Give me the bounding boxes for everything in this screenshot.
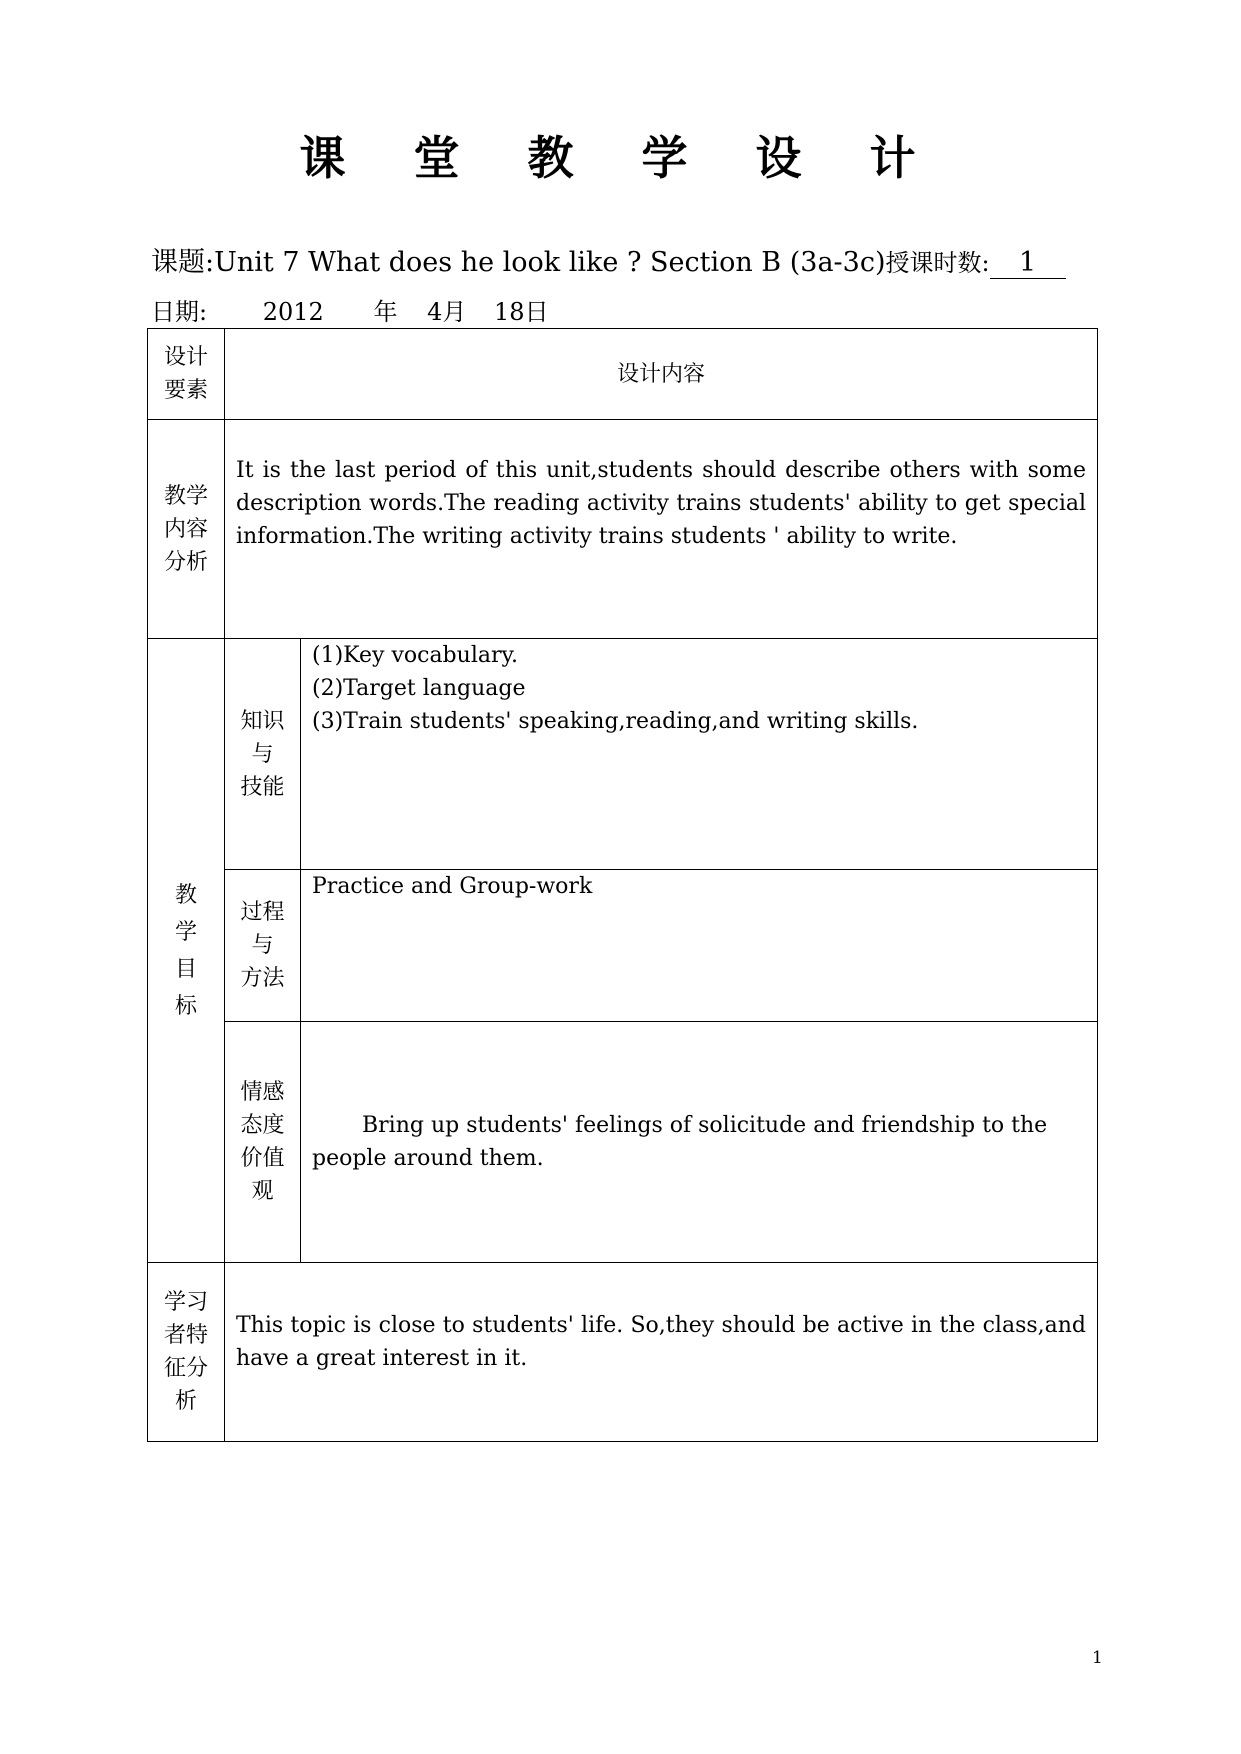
topic-label: 课题: <box>151 247 215 278</box>
learner-analysis-text: This topic is close to students' life. So,they should be active in the class,and have a great interest in it. <box>225 1263 1098 1442</box>
knowledge-label: 知识 与 技能 <box>225 639 301 870</box>
hours-value: 1 <box>990 248 1066 279</box>
page-number: 1 <box>1092 1648 1103 1668</box>
date-day-unit: 日 <box>524 298 549 326</box>
lesson-design-table <box>147 328 1098 1442</box>
header-design-content: 设计内容 <box>225 329 1098 420</box>
process-label: 过程 与 方法 <box>225 870 301 1022</box>
date-month-unit: 月 <box>442 298 467 326</box>
topic-value: Unit 7 What does he look like ? Section B (3a-3c) <box>214 247 886 278</box>
process-text: Practice and Group-work <box>301 870 1098 1022</box>
topic-line <box>151 245 1066 281</box>
learner-analysis-label: 学习 者特 征分 析 <box>148 1263 225 1442</box>
date-day: 18 <box>494 298 525 326</box>
header-design-elements: 设计 要素 <box>148 329 225 420</box>
hours-label: 授课时数: <box>885 249 990 277</box>
knowledge-item: (1)Key vocabulary. <box>312 643 518 668</box>
objectives-label: 教 学 目 标 <box>148 639 225 1263</box>
date-line <box>151 295 549 329</box>
date-year-unit: 年 <box>373 298 398 326</box>
date-label: 日期: <box>151 298 208 326</box>
knowledge-item: (2)Target language <box>312 676 526 701</box>
emotion-text: Bring up students' feelings of solicitude and friendship to the people around them. <box>301 1022 1098 1263</box>
knowledge-content <box>301 639 1098 870</box>
content-analysis-label: 教学 内容 分析 <box>148 420 225 639</box>
emotion-label: 情感 态度 价值 观 <box>225 1022 301 1263</box>
date-year: 2012 <box>262 298 324 326</box>
knowledge-item: (3)Train students' speaking,reading,and writing skills. <box>312 709 919 734</box>
content-analysis-text: It is the last period of this unit,students should describe others with some description words.The reading activity trains students' ability to get special information.The writing activity trains students ' ability to write. <box>225 420 1098 639</box>
date-month: 4 <box>427 298 443 326</box>
page-title: 课 堂 教 学 设 计 <box>299 131 942 185</box>
